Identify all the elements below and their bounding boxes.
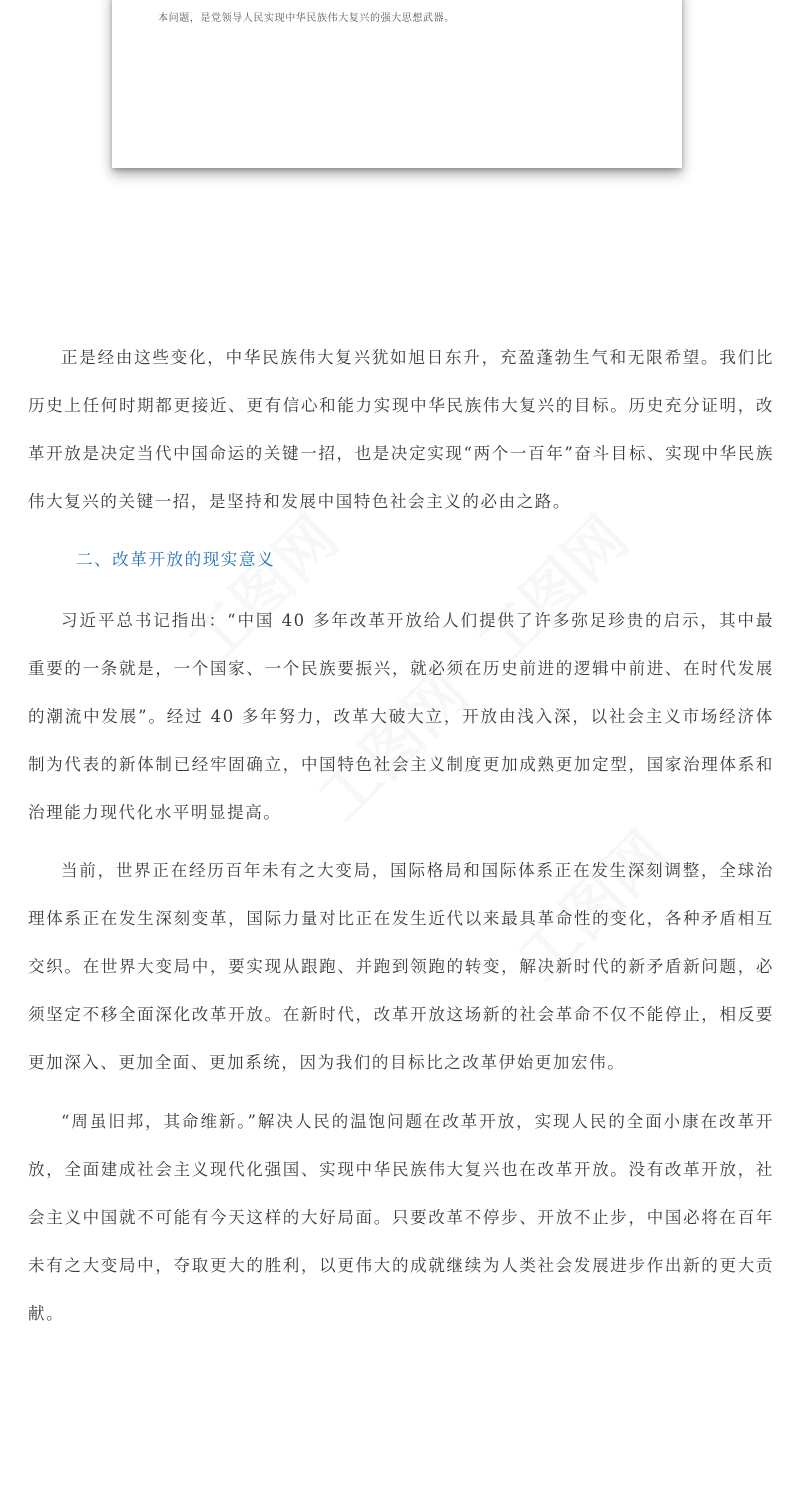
paragraph-3: 当前，世界正在经历百年未有之大变局，国际格局和国际体系正在发生深刻调整，全球治理体系正在发生深刻变革，国际力量对比正在发生近代以来最具革命性的变化，各种矛盾相互交织。在世界大变局中，要实现从跟跑、并跑到领跑的转变，解决新时代的新矛盾新问题，必须坚定不移全面深化改革开放。在新时代，改革开放这场新的社会革命不仅不能停止，相反要更加深入、更加全面、更加系统，因为我们的目标比之改革伊始更加宏伟。 bbox=[28, 861, 774, 1072]
paragraph-4: “周虽旧邦，其命维新。”解决人民的温饱问题在改革开放，实现人民的全面小康在改革开放，全面建成社会主义现代化强国、实现中华民族伟大复兴也在改革开放。没有改革开放，社会主义中国就不可能有今天这样的大好局面。只要改革不停步、开放不止步，中国必将在百年未有之大变局中，夺取更大的胜利，以更伟大的成就继续为人类社会发展进步作出新的更大贡献。 bbox=[28, 1112, 774, 1323]
section-heading: 二、改革开放的现实意义 bbox=[76, 550, 276, 569]
paragraph-1: 正是经由这些变化，中华民族伟大复兴犹如旭日东升，充盈蓬勃生气和无限希望。我们比历史上任何时期都更接近、更有信心和能力实现中华民族伟大复兴的目标。历史充分证明，改革开放是决定当代中国命运的关键一招，也是决定实现“两个一百年”奋斗目标、实现中华民族伟大复兴的关键一招，是坚持和发展中国特色社会主义的必由之路。 bbox=[28, 348, 774, 511]
card-text: 本问题，是党领导人民实现中华民族伟大复兴的强大思想武器。 bbox=[158, 13, 455, 24]
preview-card bbox=[112, 0, 682, 168]
paragraph-2: 习近平总书记指出：“中国 40 多年改革开放给人们提供了许多弥足珍贵的启示，其中最重要的一条就是，一个国家、一个民族要振兴，就必须在历史前进的逻辑中前进、在时代发展的潮流中发展”。经过 40 多年努力，改革大破大立，开放由浅入深，以社会主义市场经济体制为代表的新体制已经牢固确立，中国特色社会主义制度更加成熟更加定型，国家治理体系和治理能力现代化水平明显提高。 bbox=[28, 611, 774, 822]
